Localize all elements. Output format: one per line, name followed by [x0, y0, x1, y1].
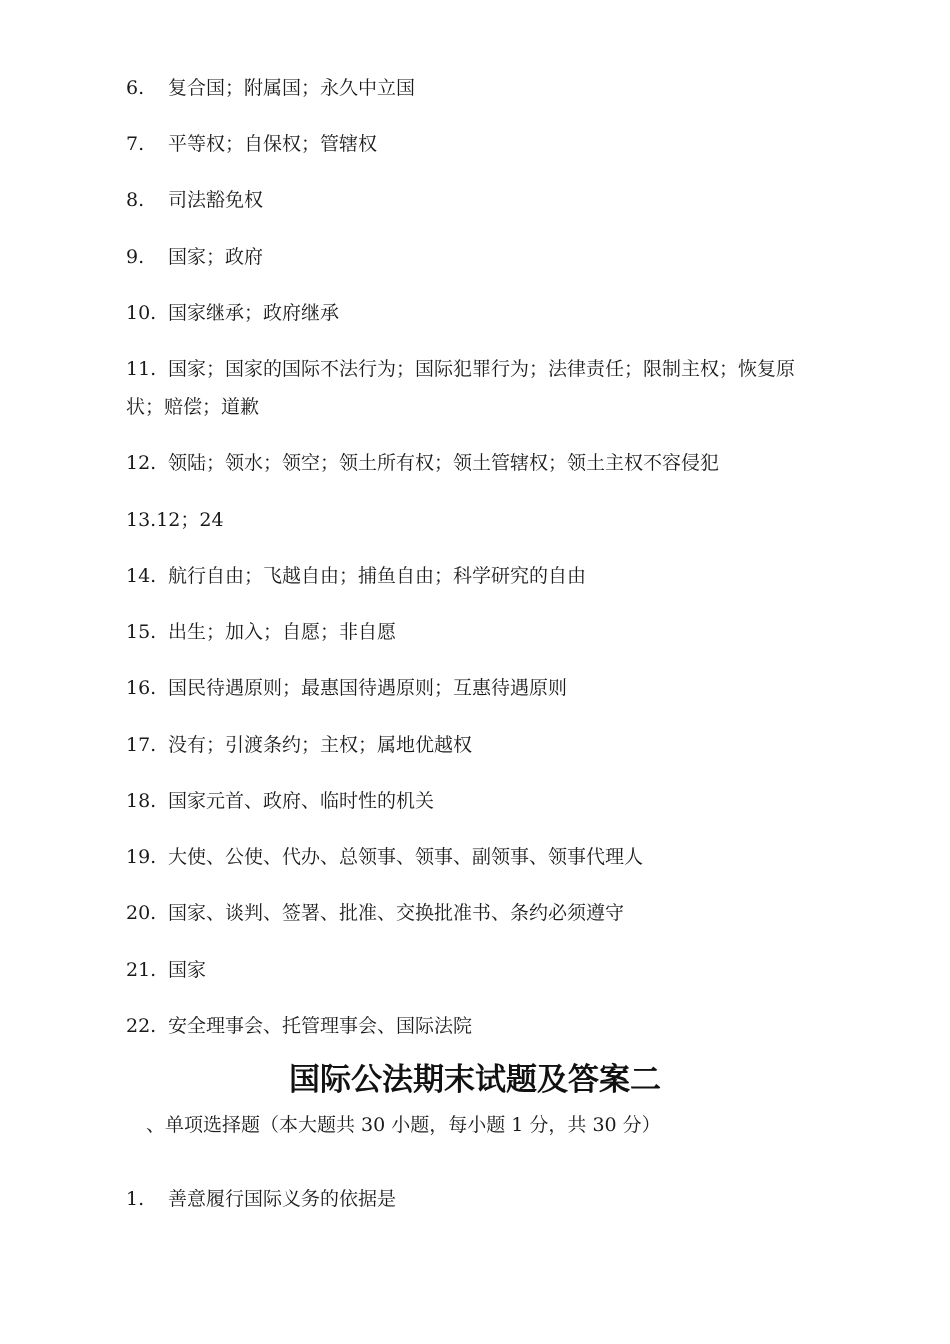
question-text: 善意履行国际义务的依据是: [168, 1188, 397, 1210]
answer-text: 12；24: [156, 509, 224, 531]
answer-text: 国家继承；政府继承: [168, 302, 340, 324]
answer-text: 国民待遇原则；最惠国待遇原则；互惠待遇原则: [168, 677, 568, 699]
answer-text: 领陆；领水；领空；领土所有权；领土管辖权；领土主权不容侵犯: [168, 452, 720, 474]
answer-item-20: [126, 894, 826, 932]
answer-number: 10.: [126, 302, 157, 324]
answer-text: 国家: [168, 959, 207, 981]
answer-item-13: [126, 501, 826, 539]
answer-item-21: [126, 951, 826, 989]
answer-item-15: [126, 613, 826, 651]
answer-number: 11.: [126, 358, 157, 380]
answer-text: 国家；国家的国际不法行为；国际犯罪行为；法律责任；限制主权；恢复原状；赔偿；道歉: [126, 358, 796, 418]
question-item-1: [126, 1180, 826, 1218]
section-heading: 、单项选择题（本大题共 30 小题，每小题 1 分，共 30 分）: [146, 1114, 661, 1136]
answer-number: 16.: [126, 677, 157, 699]
answer-item-16: [126, 669, 826, 707]
answer-number: 6.: [126, 77, 145, 99]
answer-item-10: [126, 294, 826, 332]
answer-text: 国家；政府: [168, 246, 264, 268]
answer-text: 国家元首、政府、临时性的机关: [168, 790, 435, 812]
answer-item-9: [126, 238, 826, 276]
answer-text: 国家、谈判、签署、批准、交换批准书、条约必须遵守: [168, 902, 625, 924]
answer-item-19: [126, 838, 826, 876]
answer-item-14: [126, 557, 826, 595]
answer-text: 安全理事会、托管理事会、国际法院: [168, 1015, 473, 1037]
answer-item-8: [126, 181, 826, 219]
answer-text: 复合国；附属国；永久中立国: [168, 77, 416, 99]
answer-number: 21.: [126, 959, 157, 981]
answer-text: 司法豁免权: [168, 189, 264, 211]
answer-item-12: [126, 444, 826, 482]
answer-text: 出生；加入；自愿；非自愿: [168, 621, 397, 643]
answer-number: 8.: [126, 189, 145, 211]
answer-number: 12.: [126, 452, 157, 474]
answer-text: 平等权；自保权；管辖权: [168, 133, 378, 155]
answer-item-7: [126, 125, 826, 163]
answer-item-6: [126, 69, 826, 107]
answer-number: 22.: [126, 1015, 157, 1037]
answer-item-11: [126, 350, 826, 426]
answer-number: 13.: [126, 509, 157, 531]
answer-number: 7.: [126, 133, 145, 155]
answer-text: 大使、公使、代办、总领事、领事、副领事、领事代理人: [168, 846, 644, 868]
exam-title: 国际公法期末试题及答案二: [289, 1062, 661, 1098]
answer-item-18: [126, 782, 826, 820]
answer-item-17: [126, 726, 826, 764]
answer-number: 18.: [126, 790, 157, 812]
answer-text: 航行自由；飞越自由；捕鱼自由；科学研究的自由: [168, 565, 587, 587]
answer-number: 19.: [126, 846, 157, 868]
answer-number: 15.: [126, 621, 157, 643]
question-number: 1.: [126, 1188, 145, 1210]
answer-number: 9.: [126, 246, 145, 268]
answer-number: 17.: [126, 734, 157, 756]
answer-text: 没有；引渡条约；主权；属地优越权: [168, 734, 473, 756]
answer-number: 20.: [126, 902, 157, 924]
answer-item-22: [126, 1007, 826, 1045]
answer-number: 14.: [126, 565, 157, 587]
